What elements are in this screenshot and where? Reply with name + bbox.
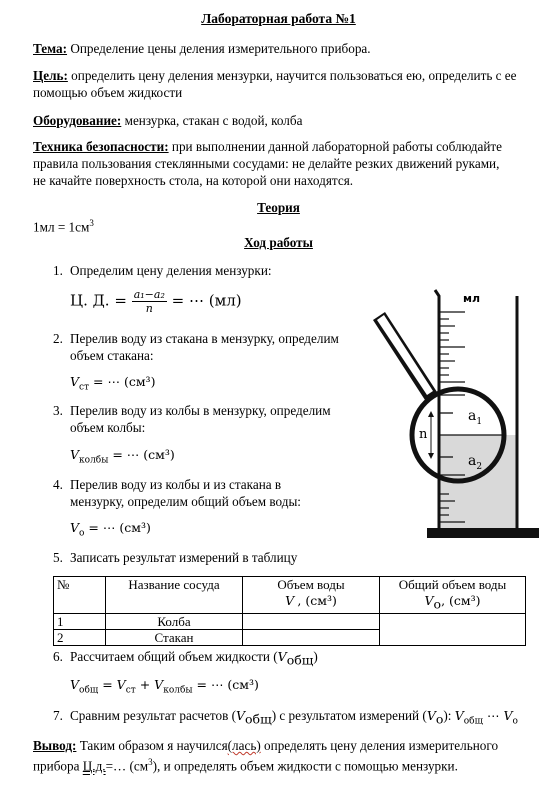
scale-unit-label: мл: [463, 292, 481, 305]
n-label: n: [419, 427, 428, 442]
safety-line1: при выполнении данной лабораторной работы соблюдайте: [168, 139, 503, 154]
equipment-line: [33, 112, 538, 129]
cylinder-base: [427, 528, 539, 538]
a2-label: $a_2$: [468, 453, 483, 472]
step-6: 6. Рассчитаем общий объем жидкости $(V_{общ})$: [53, 649, 318, 668]
cylinder-magnifier-illustration: [365, 282, 550, 547]
division-arrow: [428, 411, 434, 459]
volume-cell: [243, 613, 380, 629]
sum-formula: $V_{общ} = V_{ст} + V_{колбы}$ = ⋯ (см³): [70, 677, 259, 696]
goal-line: [33, 67, 538, 101]
safety-line2: правила пользования стеклянными сосудами: не делайте резких движений руками,: [33, 156, 500, 171]
step-7: 7. Сравним результат расчетов $(V_{общ})$ с результатом измерений $(V_о)$: $V_{общ}$ ⋯ $V_о$: [53, 708, 518, 727]
page-title: Лабораторная работа №1: [201, 11, 356, 26]
topic-text: Определение цены деления измерительного прибора.: [67, 41, 371, 56]
conclusion-label: Вывод:: [33, 738, 77, 753]
goal-text: определить цену деления мензурки, научится пользоваться ею, определить с ее помощью объем жидкости: [33, 68, 517, 100]
table-row: 2 Стакан: [54, 629, 526, 645]
theory-relation: $1мл = 1см^3$: [33, 218, 94, 235]
price-formula: Ц. Д. = $\frac{\text{a₁−a₂}}{n}$ = ⋯ (мл): [70, 288, 242, 315]
magnifier-handle: [373, 312, 437, 400]
col-volume: Объем воды V , (см³): [243, 577, 380, 614]
table-row: 1 Колба: [54, 613, 526, 629]
step-4: 4. Перелив воду из колбы и из стакана в мензурку, определим общий объем воды:: [53, 477, 301, 509]
col-vessel: Название сосуда: [106, 577, 243, 614]
procedure-heading: Ход работы: [244, 235, 313, 250]
theory-heading: Теория: [257, 200, 300, 215]
safety-label: Техника безопасности:: [33, 139, 169, 154]
total-volume-formula: $V_о$ = ⋯ (см³): [70, 520, 151, 539]
step-1: 1. Определим цену деления мензурки:: [53, 263, 272, 278]
col-total-volume: Общий объем воды $V_о$, (см³): [380, 577, 526, 614]
step-2: 2. Перелив воду из стакана в мензурку, определим объем стакана:: [53, 331, 339, 363]
safety-line3: не качайте поверхность стола, на которой они находятся.: [33, 173, 354, 188]
step-3: 3. Перелив воду из колбы в мензурку, определим объем колбы:: [53, 403, 331, 435]
topic-label: Тема:: [33, 41, 68, 56]
topic-line: [33, 40, 538, 57]
flask-volume-formula: $V_{колбы}$ = ⋯ (см³): [70, 447, 175, 466]
equipment-label: Оборудование:: [33, 113, 122, 128]
safety-block: [33, 138, 538, 189]
a1-label: $a_1$: [468, 408, 483, 427]
equipment-text: мензурка, стакан с водой, колба: [121, 113, 303, 128]
total-cell: [380, 613, 526, 645]
results-table: [53, 576, 526, 646]
step-5: 5. Записать результат измерений в таблицу: [53, 550, 298, 565]
volume-cell: [243, 629, 380, 645]
col-number: №: [54, 577, 106, 614]
conclusion: Вывод: Таким образом я научился(лась) определять цену деления измерительного прибора Ц.д.=… $(см^3)$, и определять объем жидкости с помощью мензурки.: [33, 738, 499, 774]
table-header-row: [54, 577, 526, 614]
goal-label: Цель:: [33, 68, 68, 83]
glass-volume-formula: $V_{ст}$ = ⋯ (см³): [70, 374, 156, 393]
